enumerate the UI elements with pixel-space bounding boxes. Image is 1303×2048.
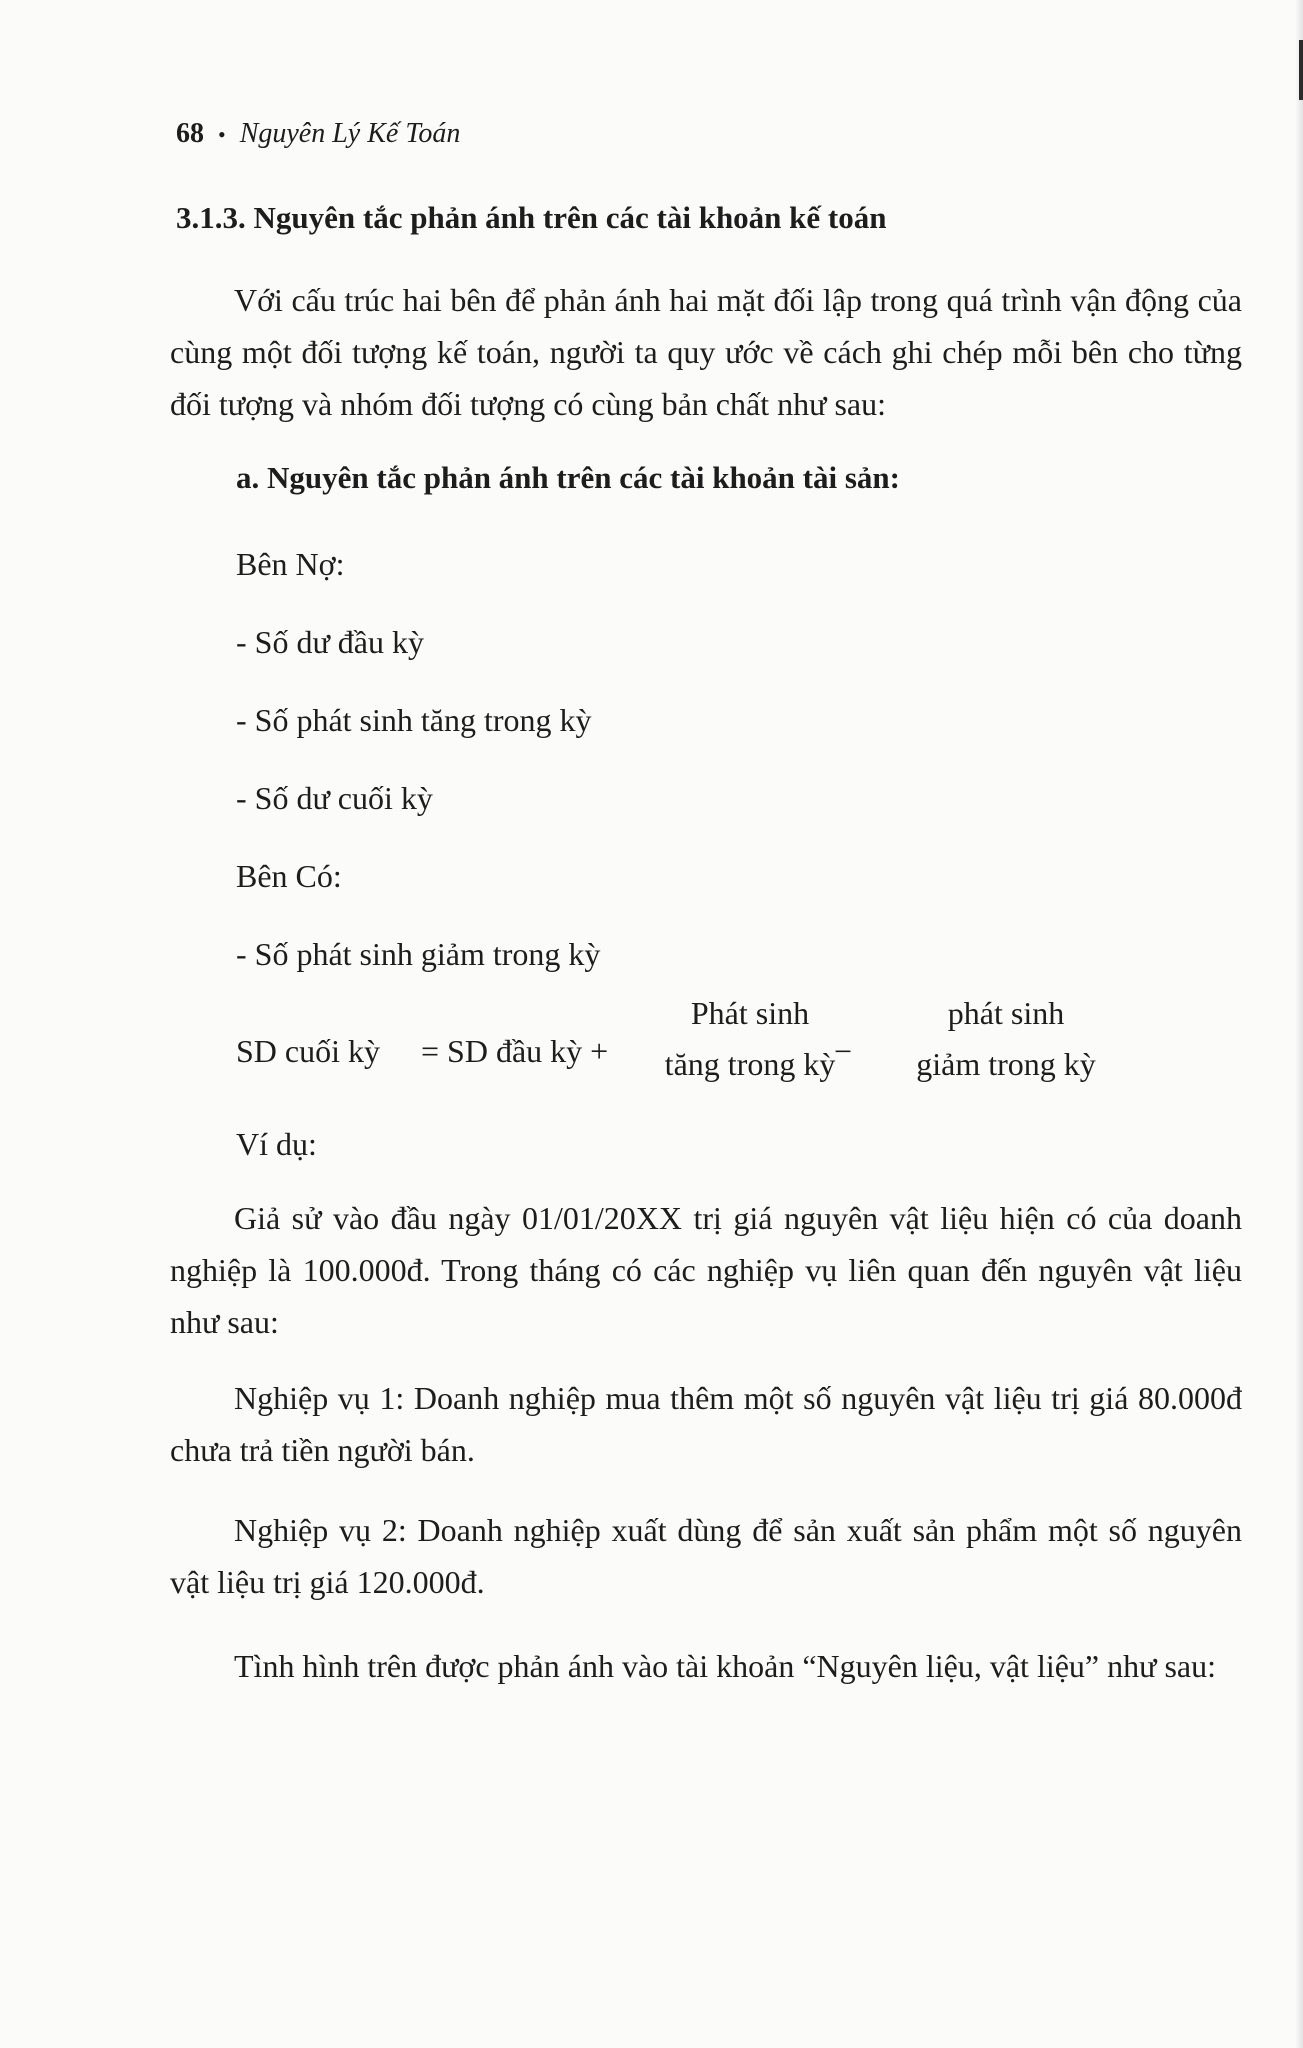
formula-term1-top: Phát sinh [690,995,810,1031]
formula-term-increase [644,995,856,1083]
operation-2-paragraph: Nghiệp vụ 2: Doanh nghiệp xuất dùng để sản xuất sản phẩm một số nguyên vật liệu trị giá 120.000đ. [170,1512,1242,1600]
credit-item-decrease: - Số phát sinh giảm trong kỳ [236,936,601,972]
running-header [176,118,460,150]
section-title: 3.1.3. Nguyên tắc phản ánh trên các tài khoản kế toán [176,200,887,235]
formula-term2-top: phát sinh [947,995,1065,1031]
book-title: Nguyên Lý Kế Toán [239,118,461,149]
intro-paragraph: Với cấu trúc hai bên để phản ánh hai mặt đối lập trong quá trình vận động của cùng một đối tượng kế toán, người ta quy ước về cách ghi chép mỗi bên cho từng đối tượng và nhóm đối tượng có cùng bản chất như sau: [170,282,1242,422]
formula-term-decrease [900,995,1112,1083]
page-edge-shadow [1295,0,1303,2048]
debit-label: Bên Nợ: [236,546,345,582]
debit-item-increase: - Số phát sinh tăng trong kỳ [236,702,592,738]
example-label: Ví dụ: [236,1126,317,1162]
formula-term2-bottom: giảm trong kỳ [916,1046,1096,1082]
formula-minus: − [834,1033,853,1069]
example-setup-paragraph: Giả sử vào đầu ngày 01/01/20XX trị giá nguyên vật liệu hiện có của doanh nghiệp là 100.000đ. Trong tháng có các nghiệp vụ liên quan đến nguyên vật liệu như sau: [170,1200,1242,1340]
balance-formula [236,995,1136,1105]
credit-label: Bên Có: [236,858,342,894]
page-number: 68 [176,118,204,149]
operation-1-paragraph: Nghiệp vụ 1: Doanh nghiệp mua thêm một số nguyên vật liệu trị giá 80.000đ chưa trả tiền người bán. [170,1380,1242,1468]
debit-item-closing-balance: - Số dư cuối kỳ [236,780,433,816]
page-edge-mark [1299,40,1303,100]
formula-equals: = SD đầu kỳ + [421,1033,609,1069]
subsection-title: a. Nguyên tắc phản ánh trên các tài khoản tài sản: [236,460,900,495]
debit-item-opening-balance: - Số dư đầu kỳ [236,624,424,660]
conclusion-paragraph: Tình hình trên được phản ánh vào tài khoản “Nguyên liệu, vật liệu” như sau: [234,1648,1217,1684]
formula-lhs: SD cuối kỳ [236,1033,380,1069]
header-separator: • [218,122,226,147]
formula-term1-bottom: tăng trong kỳ [664,1046,836,1082]
